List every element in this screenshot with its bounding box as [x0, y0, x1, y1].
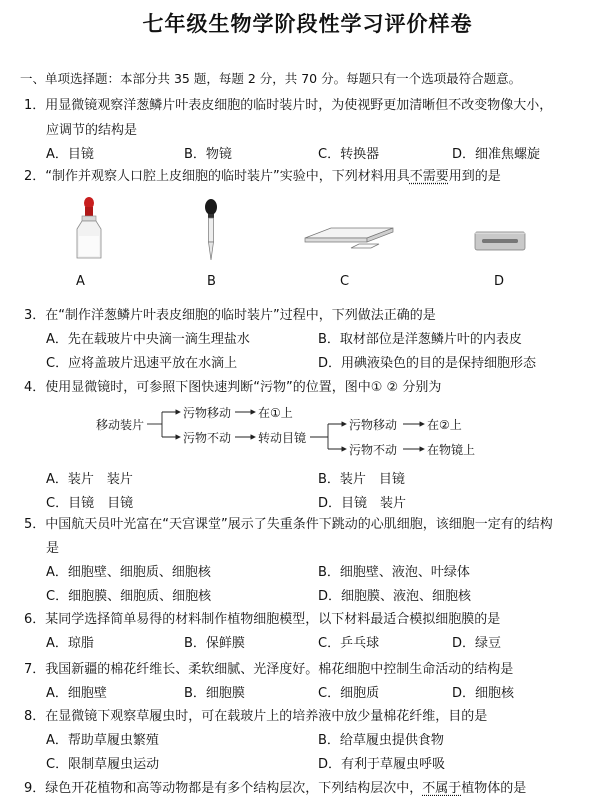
image-label-a: A — [76, 274, 85, 289]
q3-option-b[interactable]: B．取材部位是洋葱鳞片叶的内表皮 — [318, 332, 522, 347]
q7-option-b[interactable]: B．细胞膜 — [184, 686, 245, 701]
q4-option-a[interactable]: A．装片 装片 — [46, 472, 133, 487]
section-heading: 一、单项选择题：本部分共 35 题，每题 2 分，共 70 分。每题只有一个选项最符合题意。 — [20, 71, 522, 86]
image-label-b: B — [207, 274, 216, 289]
q7-option-d[interactable]: D．细胞核 — [452, 686, 515, 701]
q9-stem-pre: 9．绿色开花植物和高等动物都是有多个结构层次，下列结构层次中， — [24, 781, 423, 796]
question-1-stem: 1．用显微镜观察洋葱鳞片叶表皮细胞的临时装片时，为使视野更加清晰但不改变物像大小， — [24, 98, 553, 113]
q8-option-c[interactable]: C．限制草履虫运动 — [46, 757, 160, 772]
q1-option-c[interactable]: C．转换器 — [318, 147, 380, 162]
q9-stem-emphasis: 不属于 — [422, 781, 462, 796]
image-label-c: C — [340, 274, 350, 289]
q8-option-a[interactable]: A．帮助草履虫繁殖 — [46, 733, 159, 748]
flow-b2: 污物不动 — [349, 443, 398, 457]
q4-option-b[interactable]: B．装片 目镜 — [318, 472, 405, 487]
q1-option-b[interactable]: B．物镜 — [184, 147, 232, 162]
q2-stem-pre: 2．“制作并观察人口腔上皮细胞的临时装片”实验中，下列材料用具 — [24, 169, 410, 184]
question-7-stem: 7．我国新疆的棉花纤维长、柔软细腻、光泽度好。棉花细胞中控制生命活动的结构是 — [24, 662, 514, 677]
flow-b1-result: 在②上 — [427, 418, 462, 432]
question-3-stem: 3．在“制作洋葱鳞片叶表皮细胞的临时装片”过程中，下列做法正确的是 — [24, 308, 436, 323]
question-5-stem-cont: 是 — [46, 541, 60, 556]
q5-option-d[interactable]: D．细胞膜、液泡、细胞核 — [318, 589, 472, 604]
q7-option-c[interactable]: C．细胞质 — [318, 686, 380, 701]
q5-option-b[interactable]: B．细胞壁、液泡、叶绿体 — [318, 565, 470, 580]
question-8-stem: 8．在显微镜下观察草履虫时，可在载玻片上的培养液中放少量棉花纤维，目的是 — [24, 709, 488, 724]
flow-start: 移动装片 — [96, 418, 145, 432]
q2-stem-post: 用到的是 — [448, 169, 501, 184]
page-title: 七年级生物学阶段性学习评价样卷 — [142, 12, 473, 36]
q6-option-c[interactable]: C．乒乓球 — [318, 636, 380, 651]
flow-a2: 污物不动 — [183, 431, 232, 445]
q4-option-c[interactable]: C．目镜 目镜 — [46, 496, 134, 511]
question-5-stem: 5．中国航天员叶光富在“天宫课堂”展示了失重条件下跳动的心肌细胞，该细胞一定有的结构 — [24, 517, 553, 532]
q6-option-b[interactable]: B．保鲜膜 — [184, 636, 245, 651]
q3-option-d[interactable]: D．用碘液染色的目的是保持细胞形态 — [318, 356, 537, 371]
q7-option-a[interactable]: A．细胞壁 — [46, 686, 107, 701]
q5-option-a[interactable]: A．细胞壁、细胞质、细胞核 — [46, 565, 211, 580]
flow-a2-next: 转动目镜 — [258, 431, 307, 445]
q1-option-a[interactable]: A．目镜 — [46, 147, 94, 162]
q2-stem-emphasis: 不需要 — [409, 169, 449, 184]
q6-option-a[interactable]: A．琼脂 — [46, 636, 94, 651]
image-label-d: D — [494, 274, 505, 289]
flow-b2-result: 在物镜上 — [427, 443, 476, 457]
flow-a1-result: 在①上 — [258, 406, 293, 420]
q4-option-d[interactable]: D．目镜 装片 — [318, 496, 407, 511]
question-6-stem: 6．某同学选择简单易得的材料制作植物细胞模型，以下材料最适合模拟细胞膜的是 — [24, 612, 501, 627]
q3-option-a[interactable]: A．先在载玻片中央滴一滴生理盐水 — [46, 332, 250, 347]
flow-a1: 污物移动 — [183, 406, 232, 420]
q8-option-b[interactable]: B．给草履虫提供食物 — [318, 733, 444, 748]
flow-b1: 污物移动 — [349, 418, 398, 432]
q5-option-c[interactable]: C．细胞膜、细胞质、细胞核 — [46, 589, 212, 604]
q8-option-d[interactable]: D．有利于草履虫呼吸 — [318, 757, 446, 772]
question-4-stem: 4．使用显微镜时，可参照下图快速判断“污物”的位置，图中① ② 分别为 — [24, 380, 442, 395]
q9-stem-post: 植物体的是 — [461, 781, 527, 796]
q3-option-c[interactable]: C．应将盖玻片迅速平放在水滴上 — [46, 356, 238, 371]
question-1-stem-cont: 应调节的结构是 — [46, 123, 138, 138]
q6-option-d[interactable]: D．绿豆 — [452, 636, 502, 651]
q1-option-d[interactable]: D．细准焦螺旋 — [452, 147, 541, 162]
